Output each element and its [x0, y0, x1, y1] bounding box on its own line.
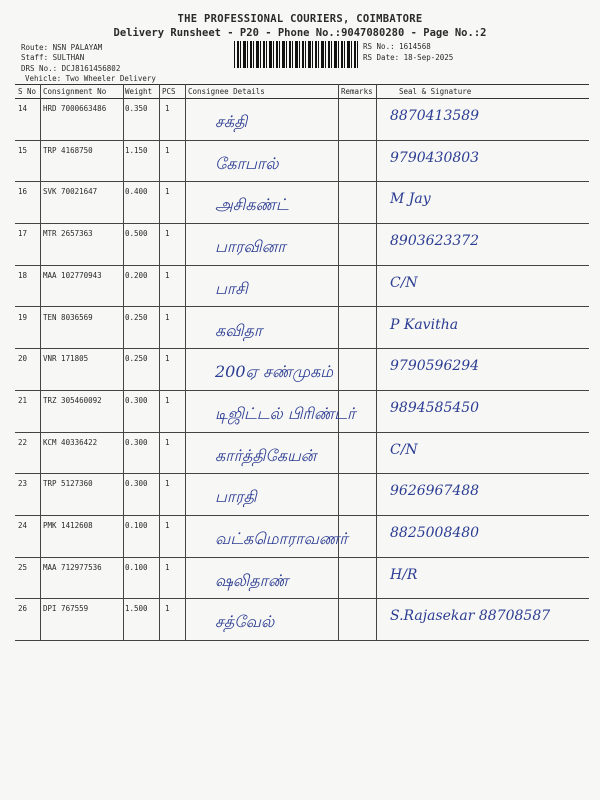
cell-pcs: 1: [165, 354, 170, 364]
cell-consignment: MAA 712977536: [43, 562, 102, 572]
consignee-handwriting: கோபால்: [215, 153, 279, 173]
signature-handwriting: S.Rajasekar 88708587: [390, 608, 551, 625]
cell-weight: 0.200: [125, 270, 148, 280]
staff-label: Staff: SULTHAN: [21, 53, 85, 62]
cell-weight: 0.300: [125, 479, 148, 489]
drs-number: DRS No.: DCJ8161456802: [21, 64, 121, 73]
table-row: [15, 265, 589, 308]
cell-sno: 21: [18, 395, 28, 405]
table-row: [15, 557, 589, 600]
cell-sno: 15: [18, 145, 28, 155]
cell-consignment: VNR 171805: [43, 354, 89, 364]
col-seal: Seal & Signature: [399, 87, 472, 96]
cell-pcs: 1: [165, 145, 170, 155]
cell-sno: 22: [18, 437, 28, 447]
vehicle-label: Vehicle: Two Wheeler Delivery: [25, 74, 156, 83]
cell-pcs: 1: [165, 604, 170, 614]
rs-number: RS No.: 1614568: [363, 42, 431, 51]
cell-pcs: 1: [165, 562, 170, 572]
consignee-handwriting: 200ஏ சண்முகம்: [215, 362, 334, 382]
signature-handwriting: C/N: [390, 441, 418, 458]
table-row: [15, 348, 589, 391]
cell-pcs: 1: [165, 395, 170, 405]
cell-consignment: MTR 2657363: [43, 229, 93, 239]
cell-pcs: 1: [165, 479, 170, 489]
cell-weight: 0.100: [125, 521, 148, 530]
table-row: [15, 432, 589, 475]
cell-weight: 0.300: [125, 395, 148, 405]
cell-weight: 0.350: [125, 104, 148, 113]
cell-sno: 26: [18, 604, 28, 614]
rs-date: RS Date: 18-Sep-2025: [363, 53, 454, 62]
cell-sno: 16: [18, 187, 28, 197]
consignee-handwriting: பாரதி: [215, 487, 257, 507]
cell-consignment: TRP 5127360: [43, 479, 93, 489]
table-row: [15, 140, 589, 183]
cell-weight: 0.250: [125, 354, 148, 364]
consignee-handwriting: அசிகண்ட்: [215, 195, 289, 215]
signature-handwriting: 8870413589: [390, 108, 480, 124]
table-header: [15, 84, 589, 99]
cell-sno: 20: [18, 354, 28, 364]
cell-weight: 0.100: [125, 562, 148, 572]
signature-handwriting: 8825008480: [390, 525, 480, 541]
cell-sno: 17: [18, 229, 28, 239]
signature-handwriting: C/N: [390, 274, 418, 291]
signature-handwriting: P Kavitha: [390, 316, 459, 333]
col-sno: S No: [18, 87, 37, 96]
cell-consignment: TRZ 305460092: [43, 395, 102, 405]
consignee-handwriting: கவிதா: [215, 320, 263, 340]
consignee-handwriting: ஷலிதாண்: [215, 570, 289, 590]
signature-handwriting: M Jay: [390, 191, 431, 208]
consignee-handwriting: டிஜிட்டல் பிரிண்டர்: [215, 403, 356, 423]
cell-weight: 0.250: [125, 312, 148, 322]
consignee-handwriting: கார்த்திகேயன்: [215, 445, 317, 465]
table-row: [15, 98, 589, 141]
cell-consignment: DPI 767559: [43, 604, 89, 614]
cell-pcs: 1: [165, 312, 170, 322]
table-row: [15, 181, 589, 224]
cell-sno: 25: [18, 562, 28, 572]
table-row: [15, 515, 589, 558]
route-label: Route: NSN PALAYAM: [21, 43, 103, 52]
consignee-handwriting: வட்கமொராவணர்: [215, 529, 348, 548]
cell-sno: 19: [18, 312, 28, 322]
consignee-handwriting: சக்தி: [215, 112, 248, 131]
barcode: [234, 41, 359, 68]
cell-pcs: 1: [165, 187, 170, 197]
consignee-handwriting: சத்வேல்: [215, 612, 275, 632]
table-row: [15, 223, 589, 266]
cell-sno: 23: [18, 479, 28, 489]
table-row: [15, 390, 589, 433]
signature-handwriting: H/R: [390, 566, 418, 583]
col-pcs: PCS: [162, 87, 176, 96]
consignee-handwriting: பாசி: [215, 278, 248, 298]
col-remarks: Remarks: [341, 87, 373, 96]
cell-weight: 0.500: [125, 229, 148, 239]
cell-sno: 18: [18, 270, 28, 280]
col-consignee: Consignee Details: [188, 87, 265, 96]
signature-handwriting: 8903623372: [390, 233, 480, 250]
cell-weight: 0.400: [125, 187, 148, 197]
cell-consignment: HRD 7000663486: [43, 104, 107, 113]
col-consignment: Consignment No: [43, 87, 107, 96]
cell-pcs: 1: [165, 229, 170, 239]
table-row: [15, 598, 589, 641]
table-row: [15, 473, 589, 516]
signature-handwriting: 9790596294: [390, 358, 480, 375]
cell-consignment: SVK 70021647: [43, 187, 98, 197]
cell-sno: 24: [18, 521, 28, 530]
cell-consignment: PMK 1412608: [43, 521, 93, 530]
company-title: THE PROFESSIONAL COURIERS, COIMBATORE: [177, 13, 423, 25]
signature-handwriting: 9894585450: [390, 399, 480, 416]
table-row: [15, 307, 589, 350]
cell-consignment: TRP 4168750: [43, 145, 93, 155]
cell-pcs: 1: [165, 521, 170, 530]
consignee-handwriting: பாரவினா: [215, 237, 286, 257]
cell-sno: 14: [18, 104, 28, 113]
cell-pcs: 1: [165, 270, 170, 280]
cell-consignment: MAA 102770943: [43, 270, 102, 280]
cell-pcs: 1: [165, 437, 170, 447]
cell-consignment: TEN 8036569: [43, 312, 93, 322]
runsheet-subtitle: Delivery Runsheet - P20 - Phone No.:9047080280 - Page No.:2: [113, 27, 487, 39]
signature-handwriting: 9790430803: [390, 149, 480, 166]
cell-weight: 1.500: [125, 604, 148, 614]
cell-weight: 0.300: [125, 437, 148, 447]
col-weight: Weight: [125, 87, 153, 96]
cell-pcs: 1: [165, 104, 170, 113]
cell-weight: 1.150: [125, 145, 148, 155]
signature-handwriting: 9626967488: [390, 483, 480, 500]
cell-consignment: KCM 40336422: [43, 437, 98, 447]
